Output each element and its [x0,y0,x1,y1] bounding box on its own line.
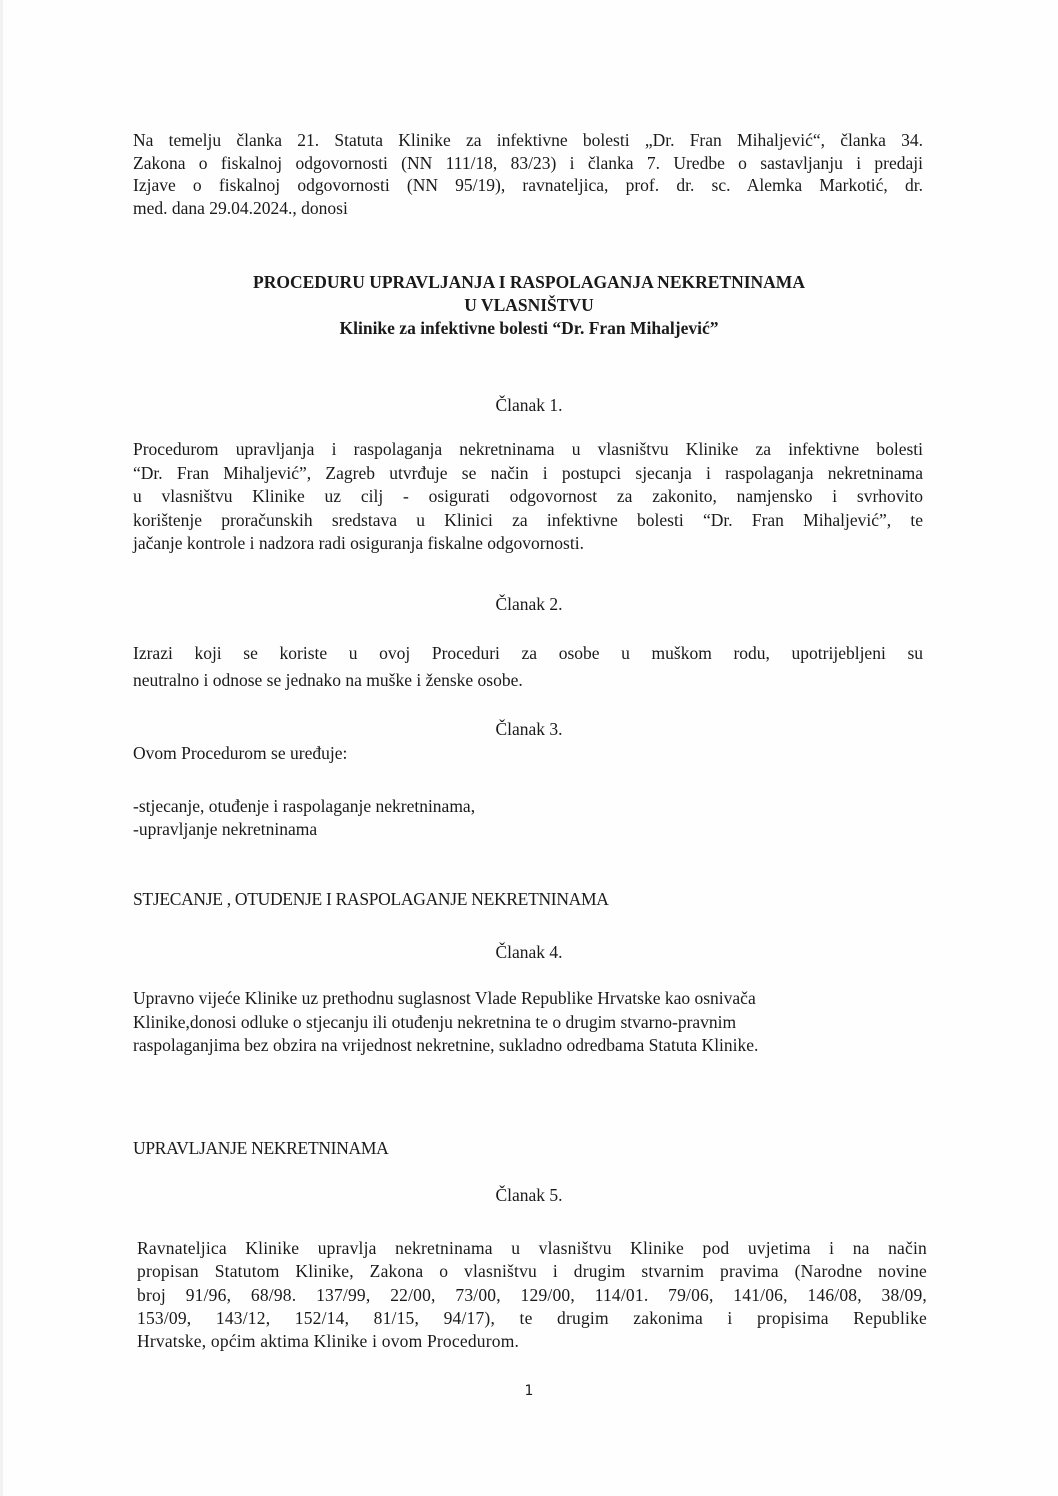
article-1-heading: Članak 1. [495,395,563,415]
article-3-heading: Članak 3. [495,719,563,739]
article-1-paragraph [133,438,923,556]
preamble-line: med. dana 29.04.2024., donosi [133,197,348,218]
paragraph-line: Izrazi koji se koriste u ovoj Proceduri za osobe u muškom rodu, upotrijebljeni su [133,643,923,663]
article-3-intro: Ovom Procedurom se uređuje: [133,743,348,763]
paragraph-line: jačanje kontrole i nadzora radi osiguranja fiskalne odgovornosti. [133,533,584,553]
document-title [0,271,1058,340]
preamble-line: Izjave o fiskalnoj odgovornosti (NN 95/19), ravnateljica, prof. dr. sc. Alemka Markotić, dr. [133,175,923,196]
paragraph-line: Upravno vijeće Klinike uz prethodnu suglasnost Vlade Republike Hrvatske kao osnivača [133,988,756,1008]
article-3-list [133,795,475,841]
paragraph-line: “Dr. Fran Mihaljević”, Zagreb utvrđuje se način i postupci sjecanja i raspolaganja nekretninama [133,462,923,483]
paragraph-line: u vlasništvu Klinike uz cilj - osigurati odgovornost za zakonito, namjensko i svrhovito [133,486,923,506]
paragraph-line: broj 91/96, 68/98. 137/99, 22/00, 73/00, 129/00, 114/01. 79/06, 141/06, 146/08, 38/09, [137,1284,927,1305]
article-5-paragraph [137,1237,927,1353]
article-2-paragraph [133,640,923,694]
title-line-3: Klinike za infektivne bolesti “Dr. Fran Mihaljević” [339,318,719,338]
preamble-paragraph [133,129,923,219]
title-line-2: U VLASNIŠTVU [464,295,594,315]
paragraph-line: neutralno i odnose se jednako na muške i ženske osobe. [133,670,523,690]
article-5-heading: Članak 5. [495,1185,563,1205]
preamble-line: Zakona o fiskalnoj odgovornosti (NN 111/18, 83/23) i članka 7. Uredbe o sastavljanju i predaji [133,152,923,173]
paragraph-line: Procedurom upravljanja i raspolaganja nekretninama u vlasništvu Klinike za infektivne bolesti [133,439,923,459]
section-heading-management: UPRAVLJANJE NEKRETNINAMA [133,1138,389,1158]
paragraph-line: raspolaganjima bez obzira na vrijednost nekretnine, sukladno odredbama Statuta Klinike. [133,1035,759,1055]
paragraph-line: Ravnateljica Klinike upravlja nekretninama u vlasništvu Klinike pod uvjetima i na način [137,1238,927,1258]
article-4-heading: Članak 4. [495,942,563,962]
paragraph-line: 153/09, 143/12, 152/14, 81/15, 94/17), te drugim zakonima i propisima Republike [137,1307,927,1328]
section-heading-acquisition: STJECANJE , OTUDENJE I RASPOLAGANJE NEKRETNINAMA [133,889,609,909]
preamble-line: Na temelju članka 21. Statuta Klinike za infektivne bolesti „Dr. Fran Mihaljević“, članka 34. [133,130,923,150]
article-4-paragraph [133,987,913,1058]
page-number: 1 [524,1383,534,1399]
paragraph-line: Klinike,donosi odluke o stjecanju ili otuđenju nekretnina te o drugim stvarno-pravnim [133,1011,737,1032]
paragraph-line: korištenje proračunskih sredstava u Klinici za infektivne bolesti “Dr. Fran Mihaljević”, te [133,509,923,530]
title-line-1: PROCEDURU UPRAVLJANJA I RASPOLAGANJA NEKRETNINAMA [253,272,805,292]
paragraph-line: propisan Statutom Klinike, Zakona o vlasništvu i drugim stvarnim pravima (Narodne novine [137,1261,927,1282]
paragraph-line: Hrvatske, općim aktima Klinike i ovom Procedurom. [137,1331,520,1352]
scan-edge [0,0,3,1496]
list-item: -stjecanje, otuđenje i raspolaganje nekretninama, [133,796,476,816]
list-item: -upravljanje nekretninama [133,819,318,839]
article-2-heading: Članak 2. [495,594,563,614]
